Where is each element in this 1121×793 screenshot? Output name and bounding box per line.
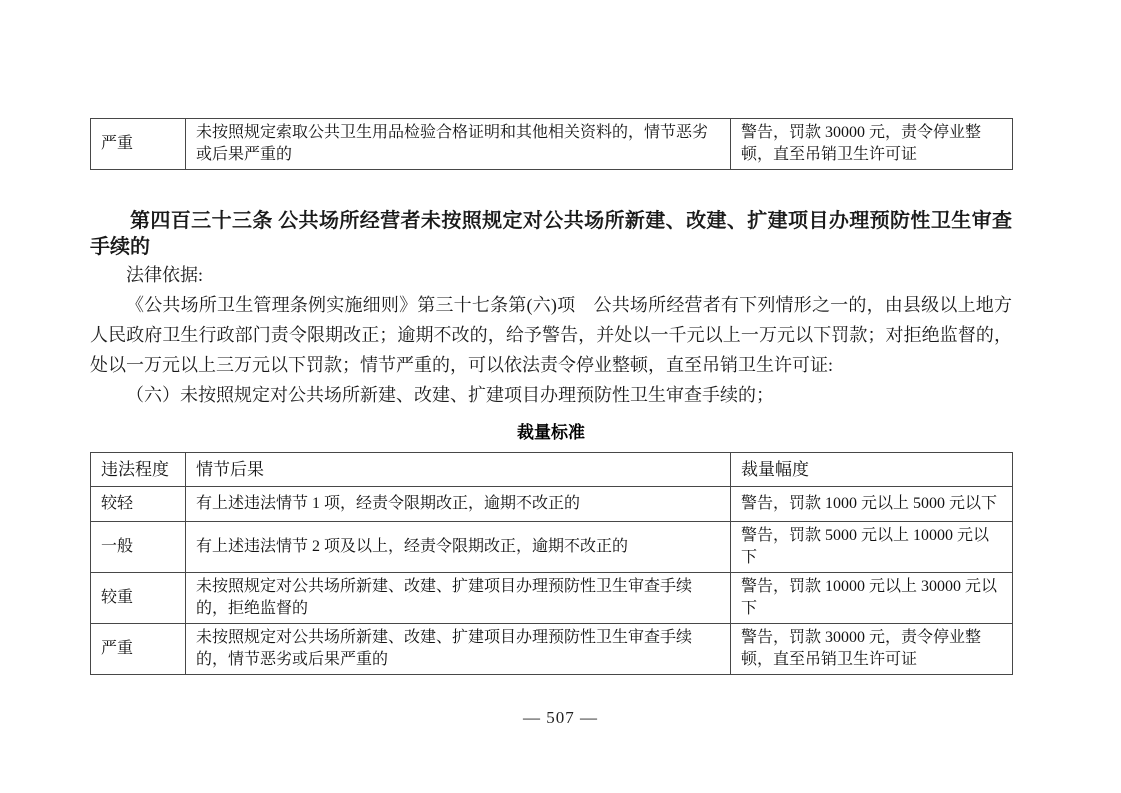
violation-level: 一般 — [91, 522, 186, 573]
violation-consequence: 未按照规定对公共场所新建、改建、扩建项目办理预防性卫生审查手续的，情节恶劣或后果严重的 — [186, 624, 731, 675]
header-violation-level: 违法程度 — [91, 453, 186, 487]
discretion-standard-table — [90, 452, 1013, 675]
violation-level: 较重 — [91, 573, 186, 624]
table-row — [91, 119, 1013, 170]
article-item-six: （六）未按照规定对公共场所新建、改建、扩建项目办理预防性卫生审查手续的； — [126, 385, 774, 405]
legal-basis-label: 法律依据: — [126, 265, 204, 285]
violation-consequence: 未按照规定对公共场所新建、改建、扩建项目办理预防性卫生审查手续的，拒绝监督的 — [186, 573, 731, 624]
table-row — [91, 624, 1013, 675]
header-penalty-range: 裁量幅度 — [731, 453, 1013, 487]
table-row — [91, 522, 1013, 573]
previous-article-table — [90, 118, 1013, 170]
violation-level: 较轻 — [91, 487, 186, 522]
penalty-range: 警告，罚款 1000 元以上 5000 元以下 — [731, 487, 1013, 522]
penalty-range: 警告，罚款 10000 元以上 30000 元以下 — [731, 573, 1013, 624]
violation-consequence: 有上述违法情节 2 项及以上，经责令限期改正，逾期不改正的 — [186, 522, 731, 573]
violation-consequence: 未按照规定索取公共卫生用品检验合格证明和其他相关资料的，情节恶劣或后果严重的 — [186, 119, 731, 170]
table-header-row — [91, 453, 1013, 487]
standard-table-title: 裁量标准 — [517, 423, 585, 442]
penalty-range: 警告，罚款 5000 元以上 10000 元以下 — [731, 522, 1013, 573]
penalty-range: 警告，罚款 30000 元，责令停业整顿，直至吊销卫生许可证 — [731, 119, 1013, 170]
header-consequence: 情节后果 — [186, 453, 731, 487]
table-row — [91, 573, 1013, 624]
violation-consequence: 有上述违法情节 1 项，经责令限期改正，逾期不改正的 — [186, 487, 731, 522]
violation-level: 严重 — [91, 119, 186, 170]
page-number: — 507 — — [523, 708, 598, 727]
legal-basis-text: 《公共场所卫生管理条例实施细则》第三十七条第(六)项 公共场所经营者有下列情形之一的，由县级以上地方人民政府卫生行政部门责令限期改正；逾期不改的，给予警告，并处以一千元以上一万元以下罚款；对拒绝监督的，处以一万元以上三万元以下罚款；情节严重的，可以依法责令停业整顿，直至吊销卫生许可证: — [90, 295, 1012, 375]
penalty-range: 警告，罚款 30000 元，责令停业整顿，直至吊销卫生许可证 — [731, 624, 1013, 675]
table-row — [91, 487, 1013, 522]
violation-level: 严重 — [91, 624, 186, 675]
article-heading: 第四百三十三条 公共场所经营者未按照规定对公共场所新建、改建、扩建项目办理预防性卫生审查手续的 — [90, 210, 1012, 258]
